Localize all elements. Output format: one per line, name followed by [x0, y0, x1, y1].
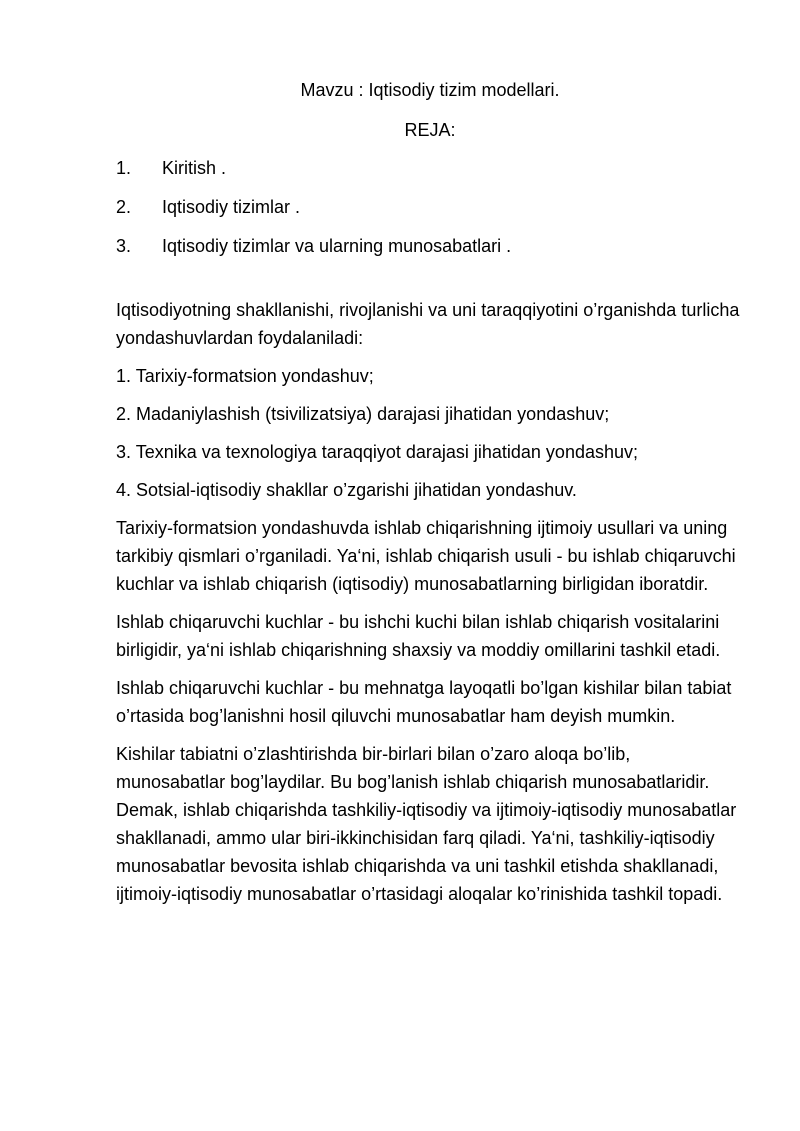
- document-body: [116, 296, 744, 908]
- approach-item: 2. Madaniylashish (tsivilizatsiya) darajasi jihatidan yondashuv;: [116, 404, 610, 424]
- plan-item-text: Iqtisodiy tizimlar va ularning munosabatlari .: [162, 236, 512, 256]
- plan-item: [116, 232, 744, 260]
- body-paragraph: Iqtisodiyotning shakllanishi, rivojlanishi va uni taraqqiyotini o’rganishda turlicha yondashuvlardan foydalaniladi:: [116, 300, 740, 348]
- body-paragraph: Ishlab chiqaruvchi kuchlar - bu mehnatga layoqatli bo’lgan kishilar bilan tabiat o’rtasida bog’lanishni hosil qiluvchi munosabatlar ham deyish mumkin.: [116, 678, 732, 726]
- plan-item-number: 2.: [116, 197, 132, 217]
- plan-item-number: 3.: [116, 236, 132, 256]
- body-paragraph: Ishlab chiqaruvchi kuchlar - bu ishchi kuchi bilan ishlab chiqarish vositalarini birligidir, ya‘ni ishlab chiqarishning shaxsiy va moddiy omillarini tashkil etadi.: [116, 612, 721, 660]
- plan-heading: REJA:: [404, 120, 456, 140]
- plan-list: [116, 154, 744, 260]
- document-title: Mavzu : Iqtisodiy tizim modellari.: [300, 80, 560, 100]
- plan-item-text: Kiritish .: [162, 158, 227, 178]
- approach-item: 3. Texnika va texnologiya taraqqiyot darajasi jihatidan yondashuv;: [116, 442, 638, 462]
- plan-item-number: 1.: [116, 158, 132, 178]
- body-paragraph: Kishilar tabiatni o’zlashtirishda bir-birlari bilan o’zaro aloqa bo’lib, munosabatlar bog’laydilar. Bu bog’lanish ishlab chiqarish munosabatlaridir. Demak, ishlab chiqarishda tashkiliy-iqtisodiy va ijtimoiy-iqtisodiy munosabatlar shakllanadi, ammo ular biri-ikkinchisidan farq qiladi. Ya‘ni, tashkiliy-iqtisodiy munosabatlar bevosita ishlab chiqarishda va uni tashkil etishda shakllanadi, ijtimoiy-iqtisodiy munosabatlar o’rtasidagi aloqalar ko’rinishida tashkil topadi.: [116, 744, 737, 904]
- document-page: [116, 76, 744, 918]
- body-paragraph: Tarixiy-formatsion yondashuvda ishlab chiqarishning ijtimoiy usullari va uning tarkibiy qismlari o’rganiladi. Ya‘ni, ishlab chiqarish usuli - bu ishlab chiqaruvchi kuchlar va ishlab chiqarish (iqtisodiy) munosabatlarning birligidan iboratdir.: [116, 518, 736, 594]
- plan-item-text: Iqtisodiy tizimlar .: [162, 197, 301, 217]
- plan-item: [116, 193, 744, 221]
- approach-item: 4. Sotsial-iqtisodiy shakllar o’zgarishi jihatidan yondashuv.: [116, 480, 577, 500]
- plan-item: [116, 154, 744, 182]
- approach-item: 1. Tarixiy-formatsion yondashuv;: [116, 366, 374, 386]
